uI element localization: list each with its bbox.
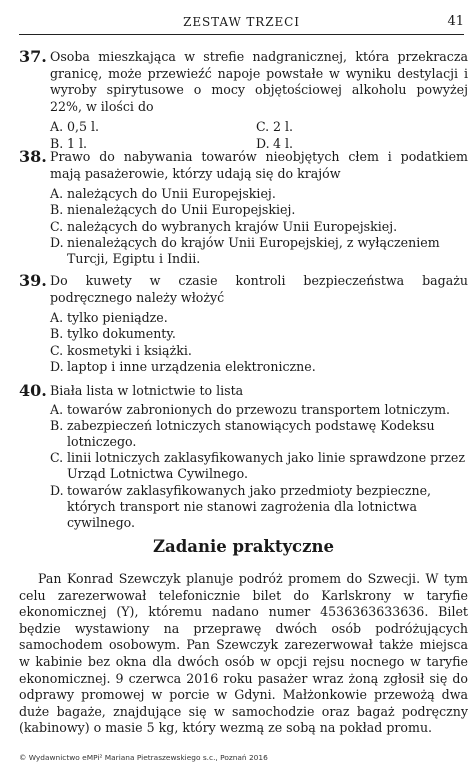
question-38 bbox=[19, 149, 468, 267]
running-header bbox=[19, 14, 464, 35]
option-text: towarów zaklasyfikowanych jako przedmioty bezpieczne, których transport nie stanowi zagrożenia dla lotnictwa cywilnego. bbox=[67, 482, 432, 531]
answer-option-b bbox=[50, 202, 468, 218]
answer-options bbox=[50, 310, 468, 375]
option-text: zabezpieczeń lotniczych stanowiących podstawę Kodeksu lotniczego. bbox=[67, 417, 435, 449]
answer-option-d bbox=[50, 235, 468, 267]
answer-option-a bbox=[50, 402, 468, 418]
option-text: 2 l. bbox=[273, 119, 294, 135]
answer-options bbox=[50, 186, 468, 267]
question-number: 38. bbox=[19, 147, 47, 166]
page-number: 41 bbox=[447, 14, 464, 29]
option-text: tylko dokumenty. bbox=[67, 326, 176, 342]
option-letter: A. bbox=[50, 186, 64, 202]
option-text: 4 l. bbox=[273, 135, 294, 151]
answer-option-b bbox=[50, 326, 468, 342]
answer-option-c bbox=[50, 343, 468, 359]
header-title: ZESTAW TRZECI bbox=[183, 15, 300, 29]
question-text: Biała lista w lotnictwie to lista bbox=[50, 383, 244, 398]
option-letter: C. bbox=[256, 119, 270, 135]
option-letter: A. bbox=[50, 310, 64, 326]
option-text: 0,5 l. bbox=[67, 119, 100, 135]
option-text: nienależących do Unii Europejskiej. bbox=[67, 202, 296, 218]
question-number: 37. bbox=[19, 47, 47, 66]
task-heading: Zadanie praktyczne bbox=[153, 537, 334, 556]
option-text: należących do Unii Europejskiej. bbox=[67, 186, 276, 202]
answer-option-a bbox=[50, 186, 468, 202]
question-text: Osoba mieszkająca w strefie nadgranicznej, która przekracza granicę, może przewieźć napoje powstałe w wyniku destylacji i wyroby spirytusowe o mocy objętościowej alkoholu powyżej 22%, w ilości do bbox=[50, 49, 468, 114]
option-text: nienależących do krajów Unii Europejskiej, z wyłączeniem Turcji, Egiptu i Indii. bbox=[67, 234, 440, 266]
option-text: należących do wybranych krajów Unii Europejskiej. bbox=[67, 218, 398, 234]
task-paragraph: Pan Konrad Szewczyk planuje podróż promem do Szwecji. W tym celu zarezerwował telefonicznie bilet do Karlskrony w taryfie ekonomicznej (Y), któremu nadano numer 4536363633636. Bilet będzie wystawiony na przeprawę dwóch osób podróżujących samochodem osobowym. Pan Szewczyk zarezerwował także miejsca w kabinie bez okna dla dwóch osób w opcji rejsu nocnego w taryfie ekonomicznej. 9 czerwca 2016 roku pasażer wraz żoną zgłosił się do odprawy promowej w porcie w Gdyni. Małżonkowie przewożą dwa duże bagaże, znajdujące się w samochodzie oraz bagaż podręczny (kabinowy) o masie 5 kg, który wezmą ze sobą na pokład promu. bbox=[19, 571, 468, 736]
question-text: Do kuwety w czasie kontroli bezpieczeństwa bagażu podręcznego należy włożyć bbox=[50, 273, 468, 305]
option-letter: D. bbox=[50, 482, 64, 498]
answer-option-c bbox=[50, 450, 468, 482]
answer-option-d bbox=[50, 483, 468, 532]
question-37 bbox=[19, 49, 468, 152]
option-letter: C. bbox=[50, 218, 64, 234]
option-letter: C. bbox=[50, 342, 64, 358]
question-text: Prawo do nabywania towarów nieobjętych cłem i podatkiem mają pasażerowie, którzy udają się do krajów bbox=[50, 149, 468, 181]
copyright-footer: © Wydawnictwo eMPi² Mariana Pietraszewskiego s.c., Poznań 2016 bbox=[19, 753, 268, 762]
option-text: towarów zabronionych do przewozu transportem lotniczym. bbox=[67, 401, 451, 417]
option-letter: D. bbox=[50, 234, 64, 250]
option-letter: C. bbox=[50, 450, 64, 466]
question-40 bbox=[19, 383, 468, 531]
question-number: 39. bbox=[19, 271, 47, 290]
option-letter: B. bbox=[50, 202, 64, 218]
option-text: tylko pieniądze. bbox=[67, 310, 168, 326]
option-letter: D. bbox=[256, 135, 270, 151]
option-text: linii lotniczych zaklasyfikowanych jako linie sprawdzone przez Urząd Lotnictwa Cywilnego. bbox=[67, 450, 465, 482]
answer-option-c bbox=[256, 119, 456, 135]
question-number: 40. bbox=[19, 381, 47, 400]
answer-option-a bbox=[50, 310, 468, 326]
option-letter: D. bbox=[50, 358, 64, 374]
option-letter: B. bbox=[50, 417, 64, 433]
answer-option-c bbox=[50, 219, 468, 235]
option-letter: B. bbox=[50, 135, 64, 151]
answer-option-d bbox=[50, 359, 468, 375]
answer-options bbox=[50, 402, 468, 532]
question-39 bbox=[19, 273, 468, 375]
option-text: kosmetyki i książki. bbox=[67, 342, 192, 358]
answer-option-b bbox=[50, 418, 468, 450]
option-text: laptop i inne urządzenia elektroniczne. bbox=[67, 358, 316, 374]
answer-option-a bbox=[50, 119, 256, 135]
option-letter: B. bbox=[50, 326, 64, 342]
option-text: 1 l. bbox=[67, 135, 88, 151]
option-letter: A. bbox=[50, 119, 64, 135]
answer-options bbox=[50, 119, 468, 151]
option-letter: A. bbox=[50, 401, 64, 417]
